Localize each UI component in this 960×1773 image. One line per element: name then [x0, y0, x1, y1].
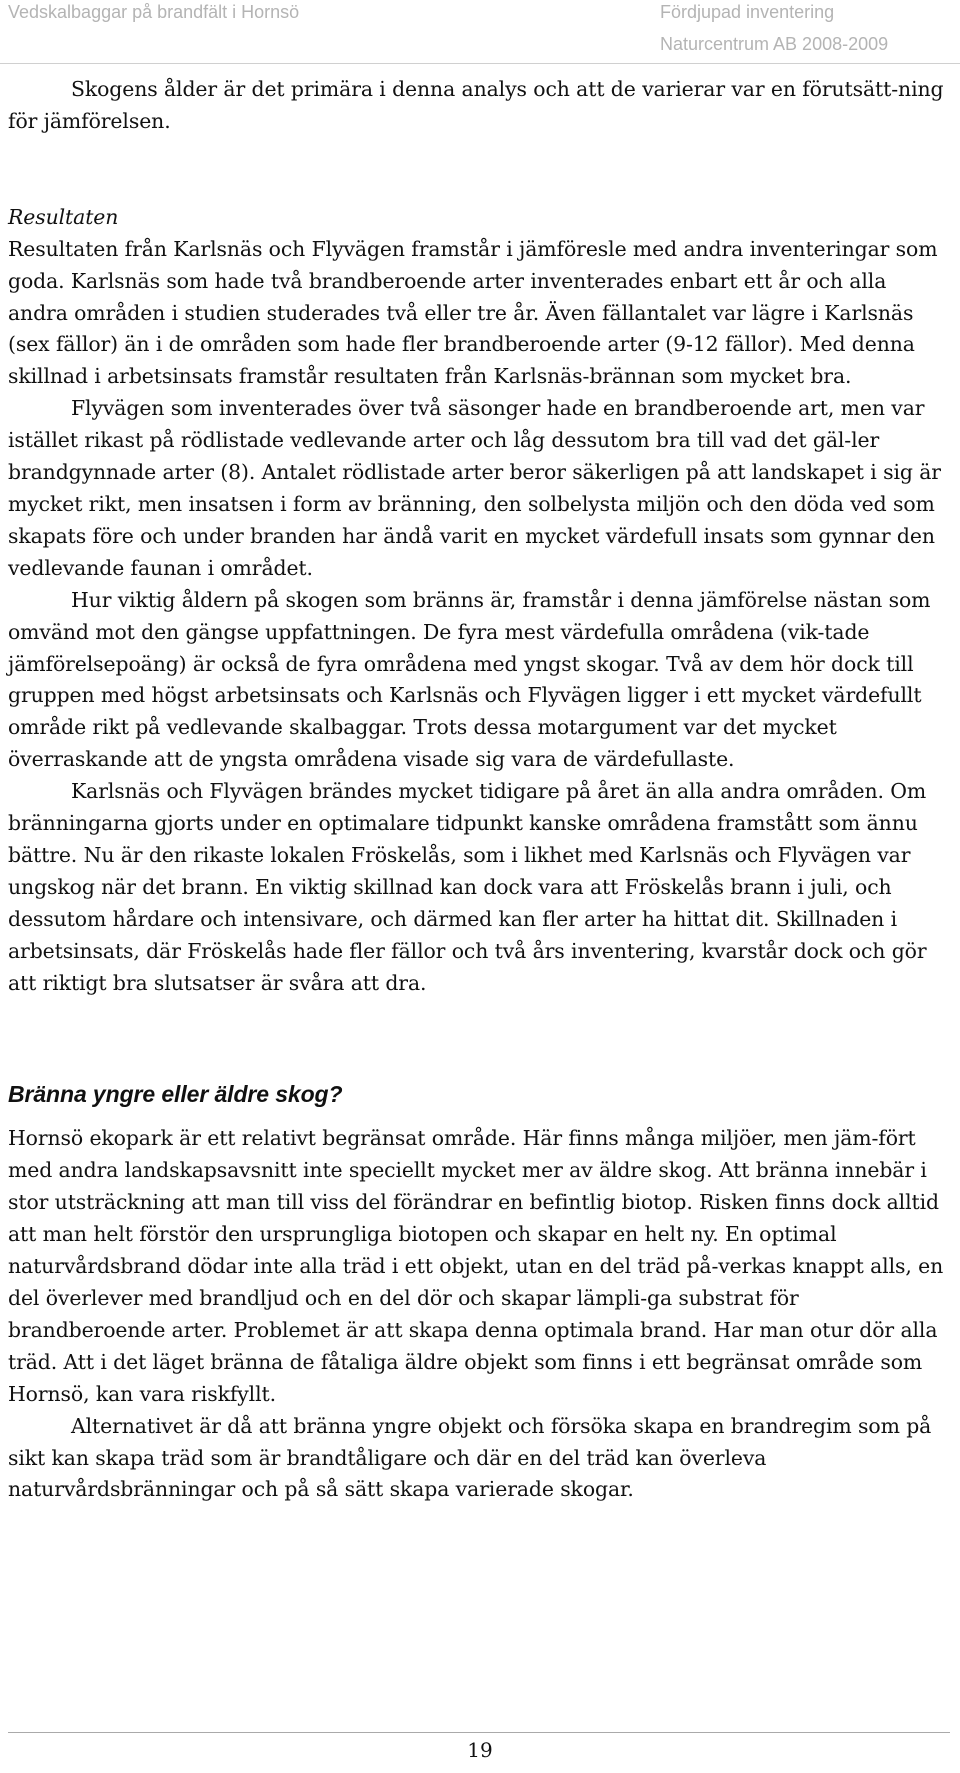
spacer [8, 138, 948, 202]
paragraph-results-3: Hur viktig åldern på skogen som bränns är, framstår i denna jämförelse nästan som omvänd mot den gängse uppfattningen. De fyra mest värdefulla områdena (vik-tade jämförelsepoäng) är också de fyra områdena med yngst skogar. Två av dem hör dock till gruppen med högst arbetsinsats och Karlsnäs och Flyvägen ligger i ett mycket värdefullt område rikt på vedlevande skalbaggar. Trots dessa motargument var det mycket överraskande att de yngsta områdena visade sig vara de värdefullaste. [8, 587, 931, 772]
page-body [8, 74, 948, 1506]
paragraph-results-1: Resultaten från Karlsnäs och Flyvägen framstår i jämföresle med andra inventeringar som goda. Karlsnäs som hade två brandberoende arter inventerades enbart ett år och alla andra områden i studien studerades två eller tre år. Även fällantalet var lägre i Karlsnäs (sex fällor) än i de områden som hade fler brandberoende arter (9-12 fällor). Med denna skillnad i arbetsinsats framstår resultaten från Karlsnäs-brännan som mycket bra. [8, 236, 938, 389]
spacer [8, 1109, 948, 1123]
paragraph-intro: Skogens ålder är det primära i denna analys och att de varierar var en förutsätt-ning för jämförelsen. [8, 77, 944, 133]
header-organization: Naturcentrum AB 2008-2009 [660, 34, 889, 54]
paragraph-section-2: Alternativet är då att bränna yngre objekt och försöka skapa en brandregim som på sikt kan skapa träd som är brandtåligare och där en del träd kan överleva naturvårdsbränningar och på så sätt skapa varierade skogar. [8, 1413, 932, 1502]
header-document-title: Vedskalbaggar på brandfält i Hornsö [8, 2, 300, 22]
section-label-resultaten: Resultaten [8, 204, 119, 229]
page-header [0, 0, 960, 64]
paragraph-results-4: Karlsnäs och Flyvägen brändes mycket tidigare på året än alla andra områden. Om bränningarna gjorts under en optimalare tidpunkt kanske områdena framstått som ännu bättre. Nu är den rikaste lokalen Fröskelås, som i likhet med Karlsnäs och Flyvägen var ungskog när det brann. En viktig skillnad kan dock vara att Fröskelås brann i juli, och dessutom hårdare och intensivare, och därmed kan fler arter ha hittat dit. Skillnaden i arbetsinsats, där Fröskelås hade fler fällor och två års inventering, kvarstår dock och gör att riktigt bra slutsatser är svåra att dra. [8, 779, 927, 995]
section-heading: Bränna yngre eller äldre skog? [8, 1081, 343, 1108]
page-footer [0, 1738, 960, 1762]
paragraph-results-2: Flyvägen som inventerades över två säsonger hade en brandberoende art, men var istället rikast på rödlistade vedlevande arter och låg dessutom bra till vad det gäl-ler brandgynnade arter (8). Antalet rödlistade arter beror säkerligen på att landskapet i sig är mycket rikt, men insatsen i form av bränning, den solbelysta miljön och den döda ved som skapats före och under branden har ändå varit en mycket värdefull insats som gynnar den vedlevande faunan i området. [8, 396, 941, 580]
spacer [8, 999, 948, 1079]
header-report-type: Fördjupad inventering [660, 2, 835, 22]
footer-divider [8, 1732, 950, 1733]
header-divider [0, 63, 960, 64]
page-number: 19 [467, 1738, 493, 1762]
paragraph-section-1: Hornsö ekopark är ett relativt begränsat område. Här finns många miljöer, men jäm-fört med andra landskapsavsnitt inte speciellt mycket mer av äldre skog. Att bränna innebär i stor utsträckning att man till viss del förändrar en befintlig biotop. Risken finns dock alltid att man helt förstör den ursprungliga biotopen och skapar en helt ny. En optimal naturvårdsbrand dödar inte alla träd i ett objekt, utan en del träd på-verkas knappt alls, en del överlever med brandljud och en del dör och skapar lämpli-ga substrat för brandberoende arter. Problemet är att skapa denna optimala brand. Har man otur dör alla träd. Att i det läget bränna de fåtaliga äldre objekt som finns i ett begränsat område som Hornsö, kan vara riskfyllt. [8, 1126, 944, 1406]
